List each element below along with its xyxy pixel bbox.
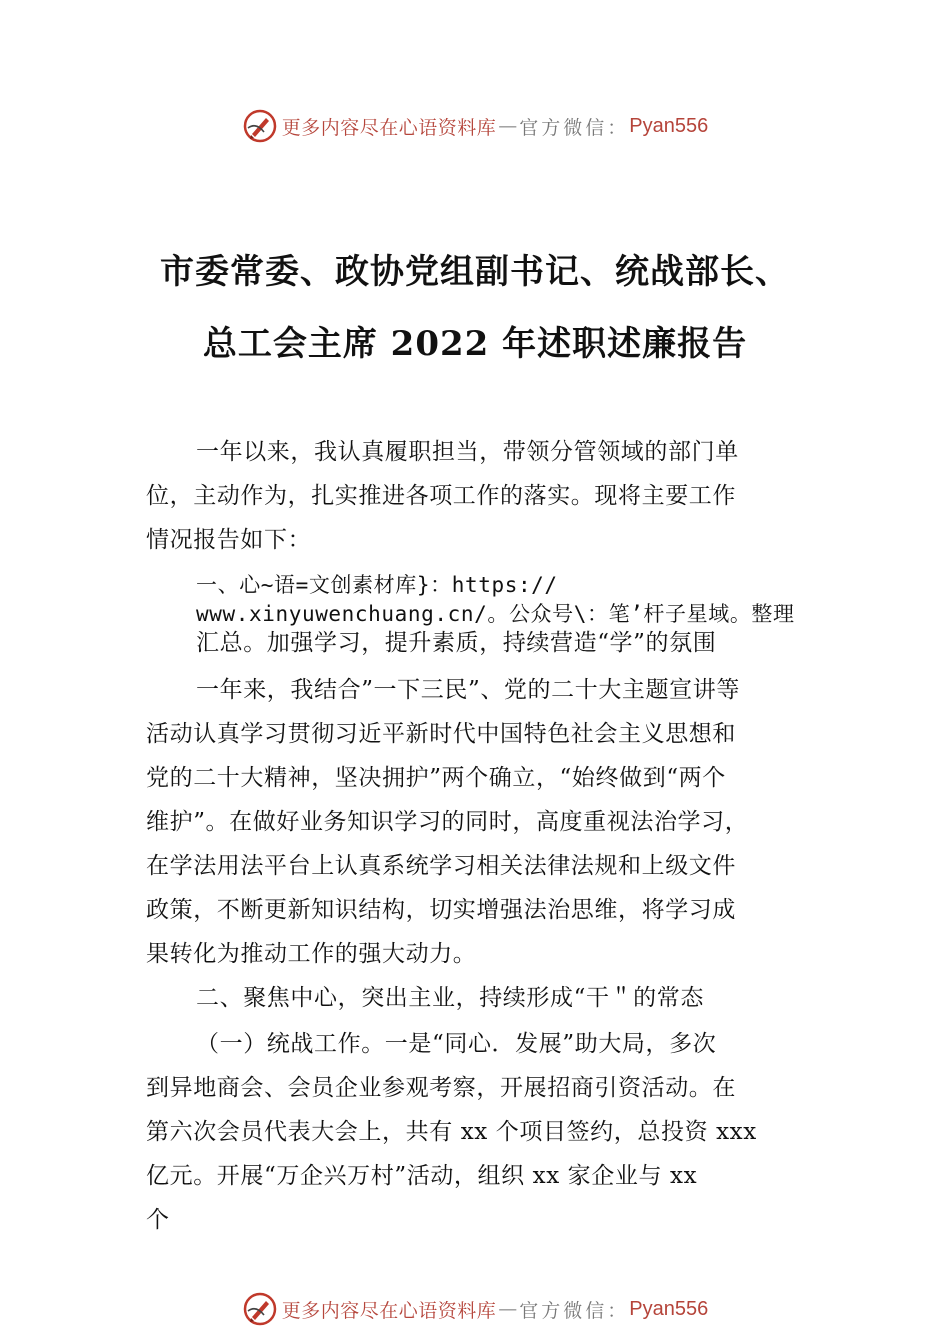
banner-text: 更多内容尽在心语资料库: [281, 116, 497, 139]
body-line: 亿元。开展“万企兴万村”活动，组织 xx 家企业与 xx: [146, 1163, 698, 1189]
pen-logo-icon: [242, 1291, 278, 1327]
banner-wechat-label: 官方微信：: [519, 116, 630, 139]
banner-separator: —: [498, 115, 518, 137]
banner-wechat-id: Pyan556: [629, 114, 709, 137]
body-line: 位，主动作为，扎实推进各项工作的落实。现将主要工作: [146, 483, 736, 509]
body-line: 政策，不断更新知识结构，切实增强法治思维，将学习成: [146, 897, 736, 923]
footer-watermark-banner: [0, 1289, 950, 1329]
banner-wechat-label: 官方微信：: [519, 1299, 630, 1322]
body-line: 到异地商会、会员企业参观考察，开展招商引资活动。在: [146, 1075, 736, 1101]
document-title-line-2: 总工会主席 2022 年述职述廉报告: [202, 324, 748, 364]
section-heading: 二、聚焦中心，突出主业，持续形成“干＂的常态: [196, 985, 704, 1011]
body-line: 维护”。在做好业务知识学习的同时，高度重视法治学习，: [146, 809, 749, 835]
header-watermark-banner: [0, 106, 950, 146]
pen-logo-icon: [242, 108, 278, 144]
body-line: （一）统战工作。一是“同心．发展”助大局，多次: [196, 1031, 717, 1057]
body-line: 在学法用法平台上认真系统学习相关法律法规和上级文件: [146, 853, 736, 879]
body-line: 个: [146, 1207, 170, 1233]
body-line: 活动认真学习贯彻习近平新时代中国特色社会主义思想和: [146, 721, 736, 747]
body-line: 党的二十大精神，坚决拥护”两个确立，“始终做到“两个: [146, 765, 726, 791]
body-line: 一年以来，我认真履职担当，带领分管领域的部门单: [196, 439, 739, 465]
body-line: www.xinyuwenchuang.cn/。公众号\：笔’杆子星域。整理: [196, 602, 795, 626]
body-line: 汇总。加强学习，提升素质，持续营造“学”的氛围: [196, 630, 717, 656]
banner-wechat-id: Pyan556: [629, 1297, 709, 1320]
body-line: 第六次会员代表大会上，共有 xx 个项目签约，总投资 xxx: [146, 1119, 757, 1145]
body-line: 情况报告如下：: [146, 527, 312, 553]
banner-separator: —: [498, 1298, 518, 1320]
banner-text: 更多内容尽在心语资料库: [281, 1299, 497, 1322]
body-line: 果转化为推动工作的强大动力。: [146, 941, 477, 967]
document-title-line-1: 市委常委、政协党组副书记、统战部长、: [160, 252, 790, 292]
body-line: 一年来，我结合”一下三民”、党的二十大主题宣讲等: [196, 677, 740, 703]
body-line: 一、心~语=文创素材库}：https://: [196, 573, 558, 597]
